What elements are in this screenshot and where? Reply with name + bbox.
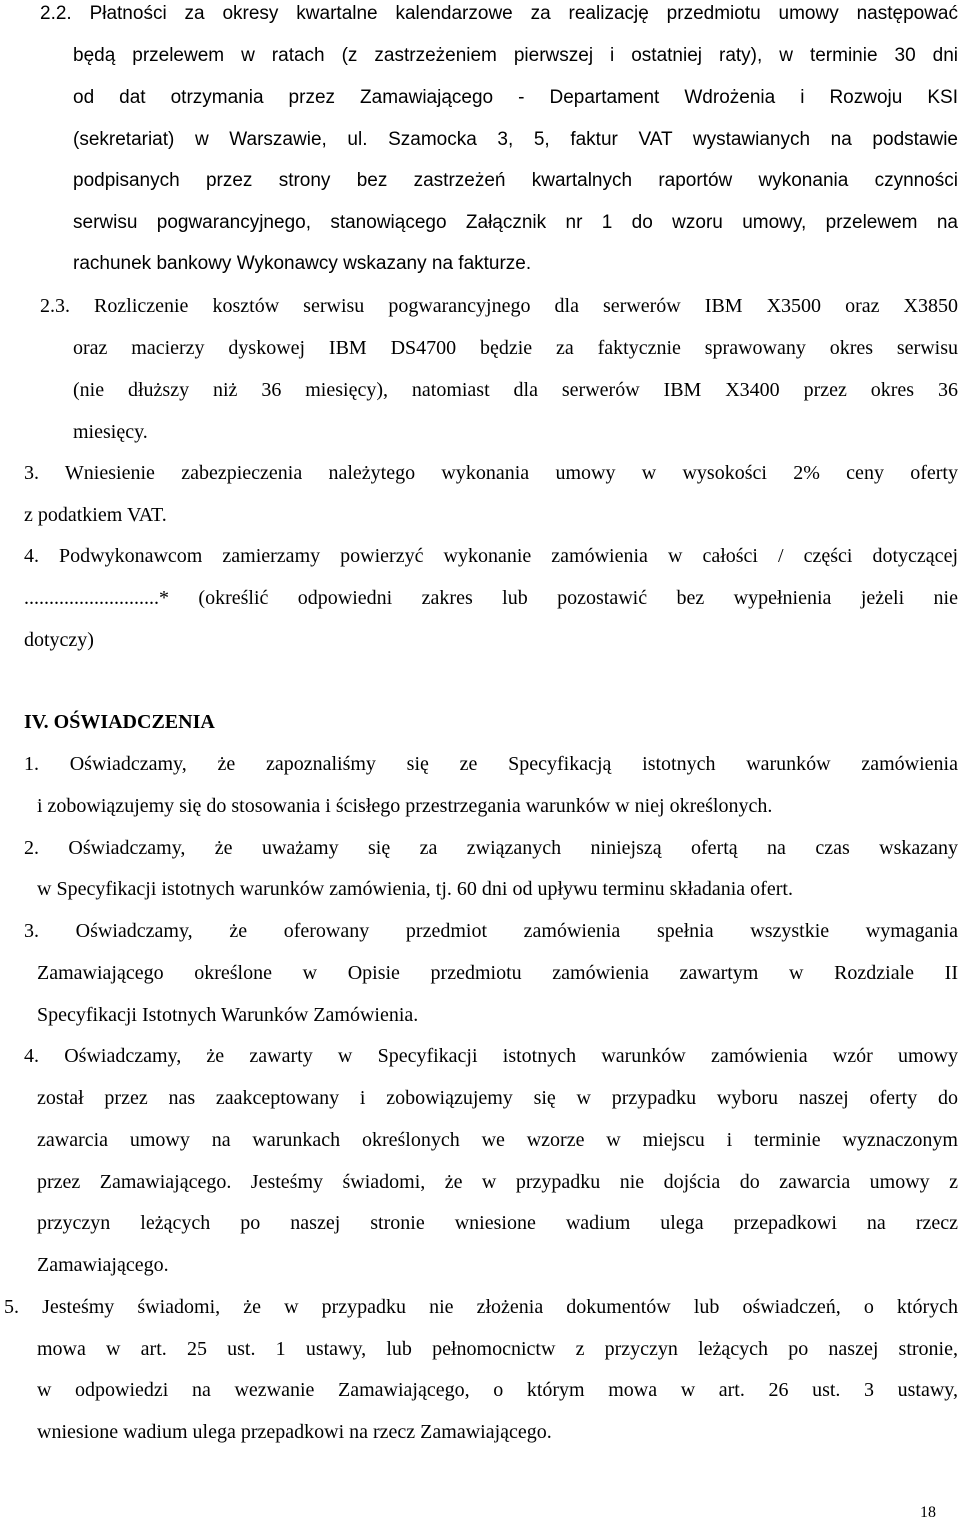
text-line: 2.3. Rozliczenie kosztów serwisu pogwarancyjnego dla serwerów IBM X3500 oraz X3850 [40,295,958,317]
text-line: 3. Wniesienie zabezpieczenia należytego wykonania umowy w wysokości 2% ceny oferty [24,462,958,484]
text-line: z podatkiem VAT. [24,504,167,526]
text-line: 2. Oświadczamy, że uważamy się za związanych niniejszą ofertą na czas wskazany [24,837,958,859]
text-line: ...........................* (określić odpowiedni zakres lub pozostawić bez wypełnienia jeżeli nie [24,587,958,609]
text-line: wniesione wadium ulega przepadkowi na rzecz Zamawiającego. [37,1421,552,1443]
text-line: 4. Oświadczamy, że zawarty w Specyfikacji istotnych warunków zamówienia wzór umowy [24,1045,958,1067]
text-line: w odpowiedzi na wezwanie Zamawiającego, o którym mowa w art. 26 ust. 3 ustawy, [37,1379,958,1401]
text-line: mowa w art. 25 ust. 1 ustawy, lub pełnomocnictw z przyczyn leżących po naszej stronie, [37,1338,958,1360]
section-heading: IV. OŚWIADCZENIA [24,711,215,733]
text-line: 2.2. Płatności za okresy kwartalne kalendarzowe za realizację przedmiotu umowy następować [40,3,958,24]
text-line: w Specyfikacji istotnych warunków zamówienia, tj. 60 dni od upływu terminu składania ofert. [37,878,793,900]
text-line: 4. Podwykonawcom zamierzamy powierzyć wykonanie zamówienia w całości / części dotyczącej [24,545,958,567]
text-line: Specyfikacji Istotnych Warunków Zamówienia. [37,1004,419,1026]
text-line: będą przelewem w ratach (z zastrzeżeniem pierwszej i ostatniej raty), w terminie 30 dni [73,45,958,66]
text-line: 5. Jesteśmy świadomi, że w przypadku nie złożenia dokumentów lub oświadczeń, o których [4,1296,958,1318]
text-line: dotyczy) [24,629,94,651]
page-number: 18 [920,1504,936,1521]
text-line: przez Zamawiającego. Jesteśmy świadomi, że w przypadku nie dojścia do zawarcia umowy z [37,1171,958,1193]
text-line: został przez nas zaakceptowany i zobowiązujemy się w przypadku wyboru naszej oferty do [37,1087,958,1109]
text-line: Zamawiającego określone w Opisie przedmiotu zamówienia zawartym w Rozdziale II [37,962,958,984]
text-line: zawarcia umowy na warunkach określonych we wzorze w miejscu i terminie wyznaczonym [37,1129,958,1151]
text-line: rachunek bankowy Wykonawcy wskazany na fakturze. [73,253,532,274]
text-line: od dat otrzymania przez Zamawiającego - Departament Wdrożenia i Rozwoju KSI [73,87,958,108]
text-line: miesięcy. [73,421,148,443]
text-line: oraz macierzy dyskowej IBM DS4700 będzie za faktycznie sprawowany okres serwisu [73,337,958,359]
text-line: przyczyn leżących po naszej stronie wniesione wadium ulega przepadkowi na rzecz [37,1212,958,1234]
text-line: (nie dłuższy niż 36 miesięcy), natomiast dla serwerów IBM X3400 przez okres 36 [73,379,958,401]
text-line: serwisu pogwarancyjnego, stanowiącego Załącznik nr 1 do wzoru umowy, przelewem na [73,212,958,233]
text-line: i zobowiązujemy się do stosowania i ścisłego przestrzegania warunków w niej określonych. [37,795,773,817]
text-line: 1. Oświadczamy, że zapoznaliśmy się ze Specyfikacją istotnych warunków zamówienia [24,753,958,775]
text-line: 3. Oświadczamy, że oferowany przedmiot zamówienia spełnia wszystkie wymagania [24,920,958,942]
text-line: podpisanych przez strony bez zastrzeżeń kwartalnych raportów wykonania czynności [73,170,958,191]
text-line: (sekretariat) w Warszawie, ul. Szamocka 3, 5, faktur VAT wystawianych na podstawie [73,129,958,150]
text-line: Zamawiającego. [37,1254,169,1276]
